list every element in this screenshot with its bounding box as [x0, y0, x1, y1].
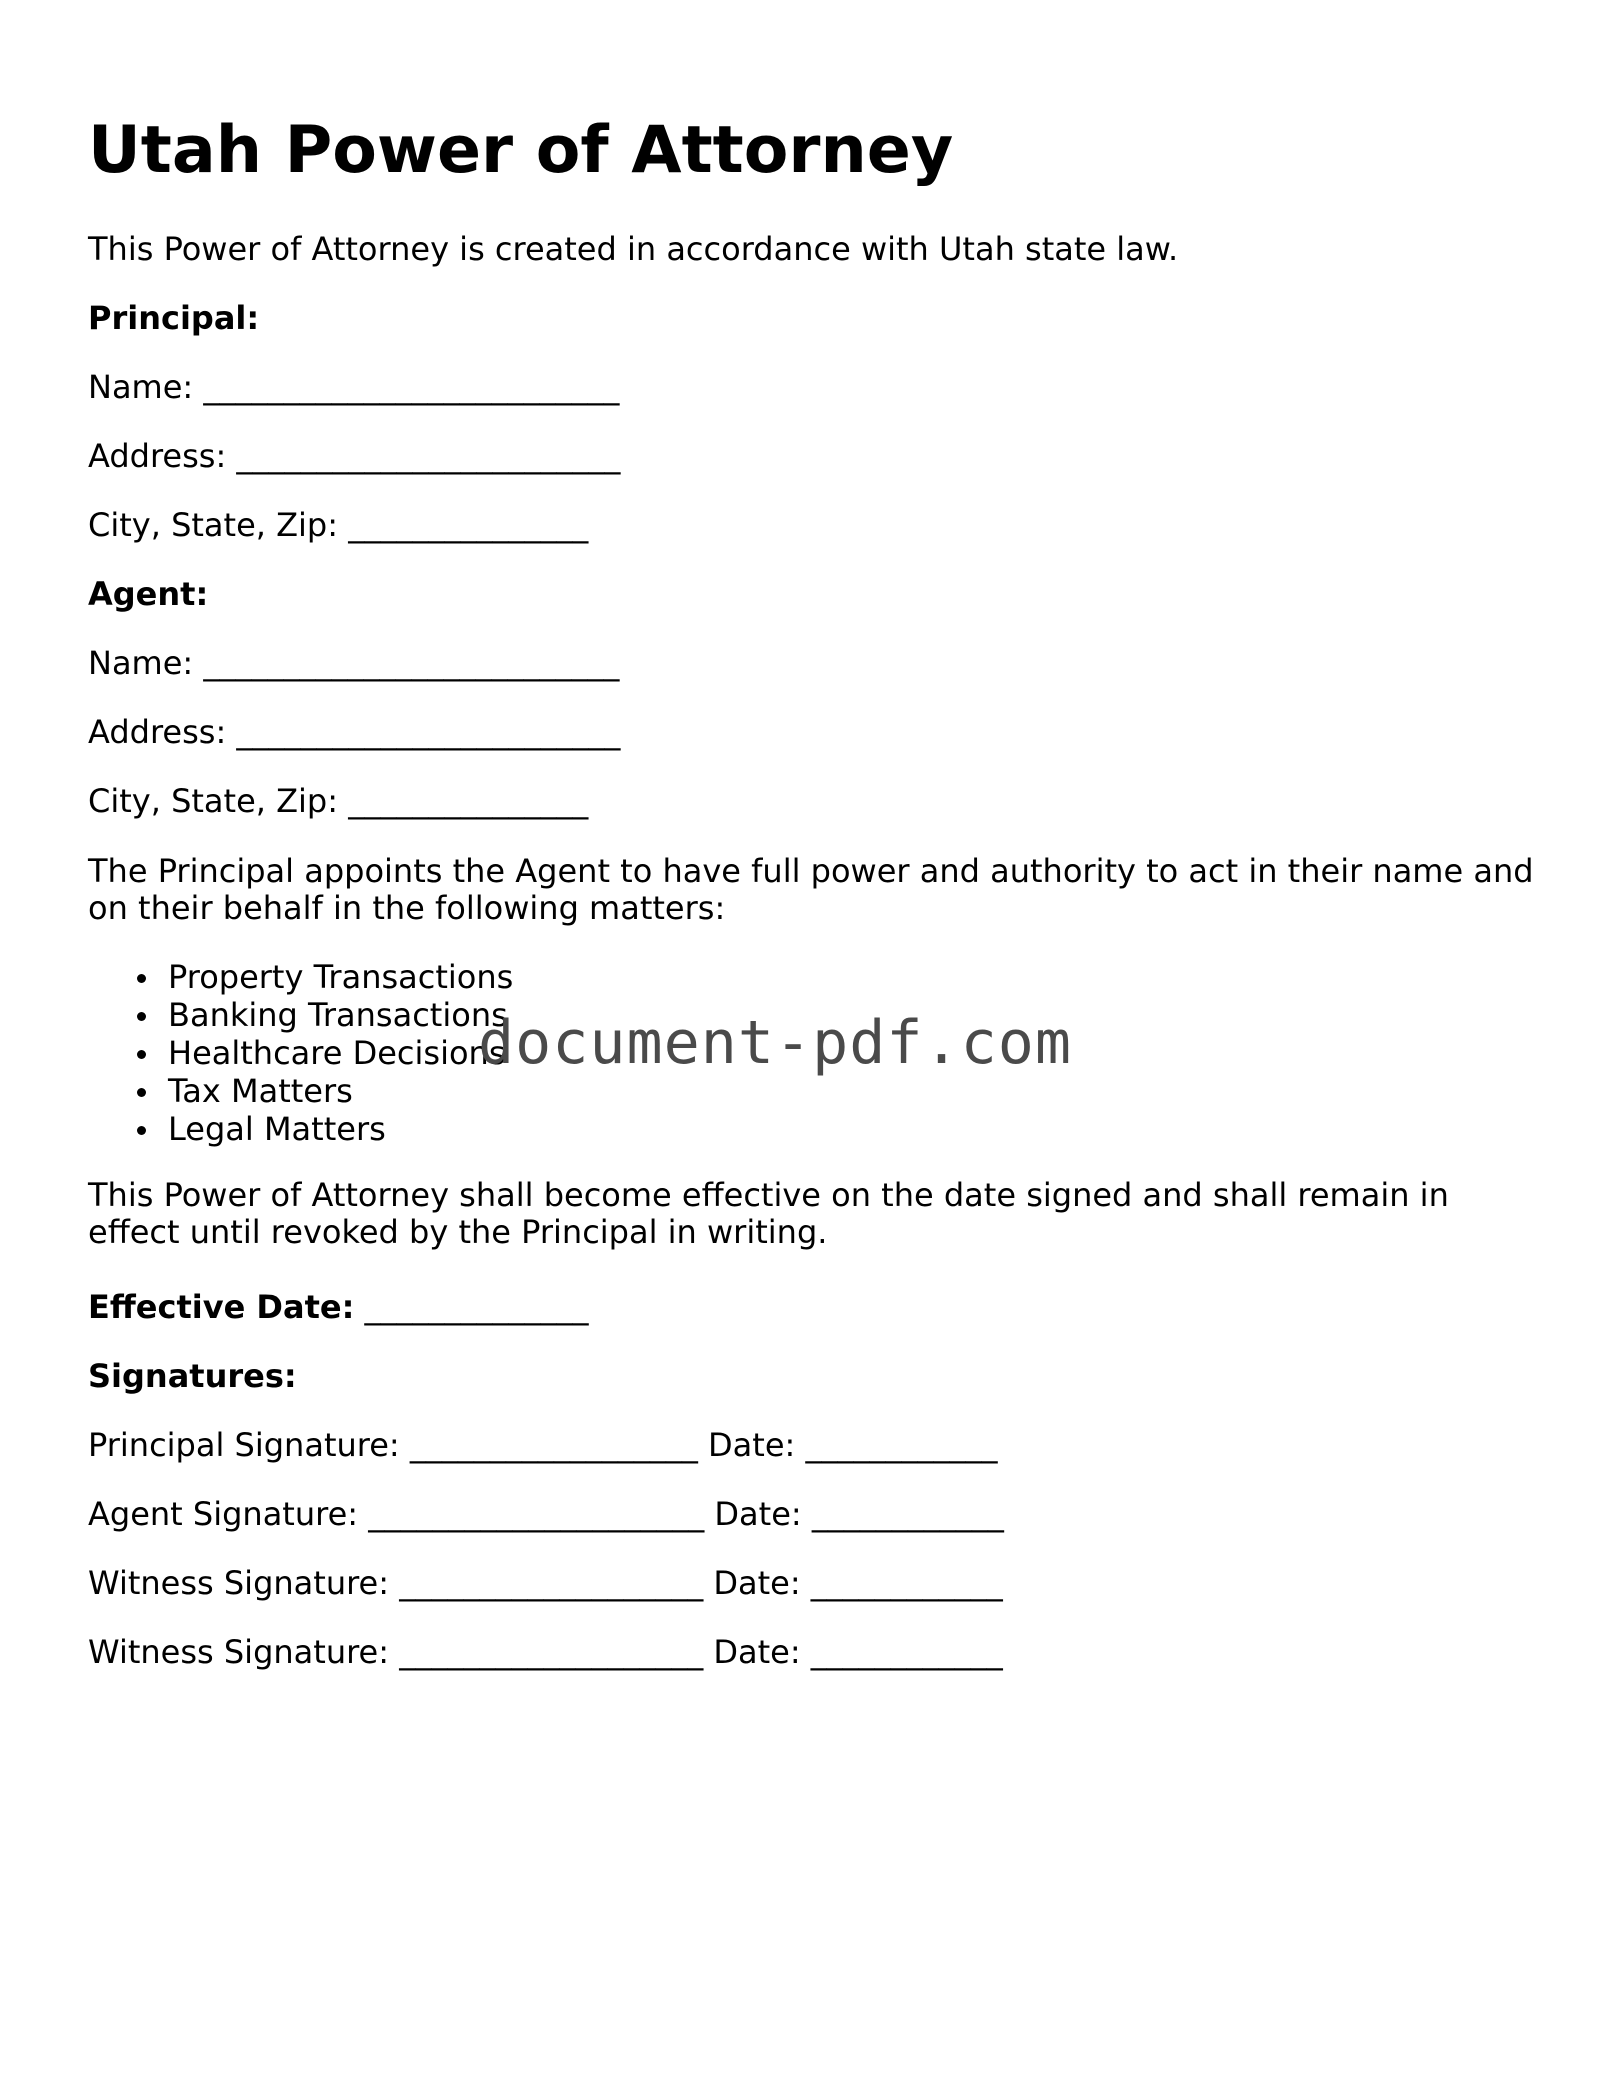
- effective-date-label: Effective Date:: [88, 1288, 355, 1326]
- effectiveness-line-2: effect until revoked by the Principal in writing.: [88, 1213, 828, 1251]
- effectiveness-paragraph: [88, 1177, 1528, 1251]
- bullet-icon: [137, 1088, 146, 1097]
- list-item: Tax Matters: [168, 1072, 513, 1110]
- principal-name-field: Name: __________________________: [88, 368, 620, 406]
- effectiveness-line-1: This Power of Attorney shall become effective on the date signed and shall remain in: [88, 1176, 1449, 1214]
- list-item: Property Transactions: [168, 958, 513, 996]
- principal-signature-line: Principal Signature: __________________ Date: ____________: [88, 1426, 998, 1464]
- bullet-icon: [137, 1012, 146, 1021]
- agent-address-field: Address: ________________________: [88, 713, 621, 751]
- bullet-icon: [137, 1050, 146, 1059]
- watermark: document-pdf.com: [478, 1008, 1072, 1078]
- principal-address-field: Address: ________________________: [88, 437, 621, 475]
- principal-city-field: City, State, Zip: _______________: [88, 506, 589, 544]
- signatures-heading: Signatures:: [88, 1357, 297, 1395]
- document-title: Utah Power of Attorney: [88, 113, 954, 188]
- matters-list: [88, 958, 513, 1148]
- list-item: Legal Matters: [168, 1110, 513, 1148]
- list-item: Healthcare Decisions: [168, 1034, 513, 1072]
- witness-signature-line: Witness Signature: ___________________ Date: ____________: [88, 1564, 1003, 1602]
- appointment-line-2: on their behalf in the following matters:: [88, 889, 726, 927]
- principal-heading: Principal:: [88, 299, 260, 337]
- agent-heading: Agent:: [88, 575, 209, 613]
- appointment-line-1: The Principal appoints the Agent to have full power and authority to act in their name and: [88, 852, 1534, 890]
- list-item: Banking Transactions: [168, 996, 513, 1034]
- agent-city-field: City, State, Zip: _______________: [88, 782, 589, 820]
- effective-date-blank: ______________: [364, 1288, 589, 1326]
- agent-signature-line: Agent Signature: _____________________ Date: ____________: [88, 1495, 1004, 1533]
- bullet-icon: [137, 974, 146, 983]
- agent-name-field: Name: __________________________: [88, 644, 620, 682]
- bullet-icon: [137, 1126, 146, 1135]
- witness-signature-line: Witness Signature: ___________________ Date: ____________: [88, 1633, 1003, 1671]
- effective-date-field: [88, 1288, 589, 1326]
- intro-text: This Power of Attorney is created in accordance with Utah state law.: [88, 230, 1179, 268]
- appointment-paragraph: [88, 852, 1534, 927]
